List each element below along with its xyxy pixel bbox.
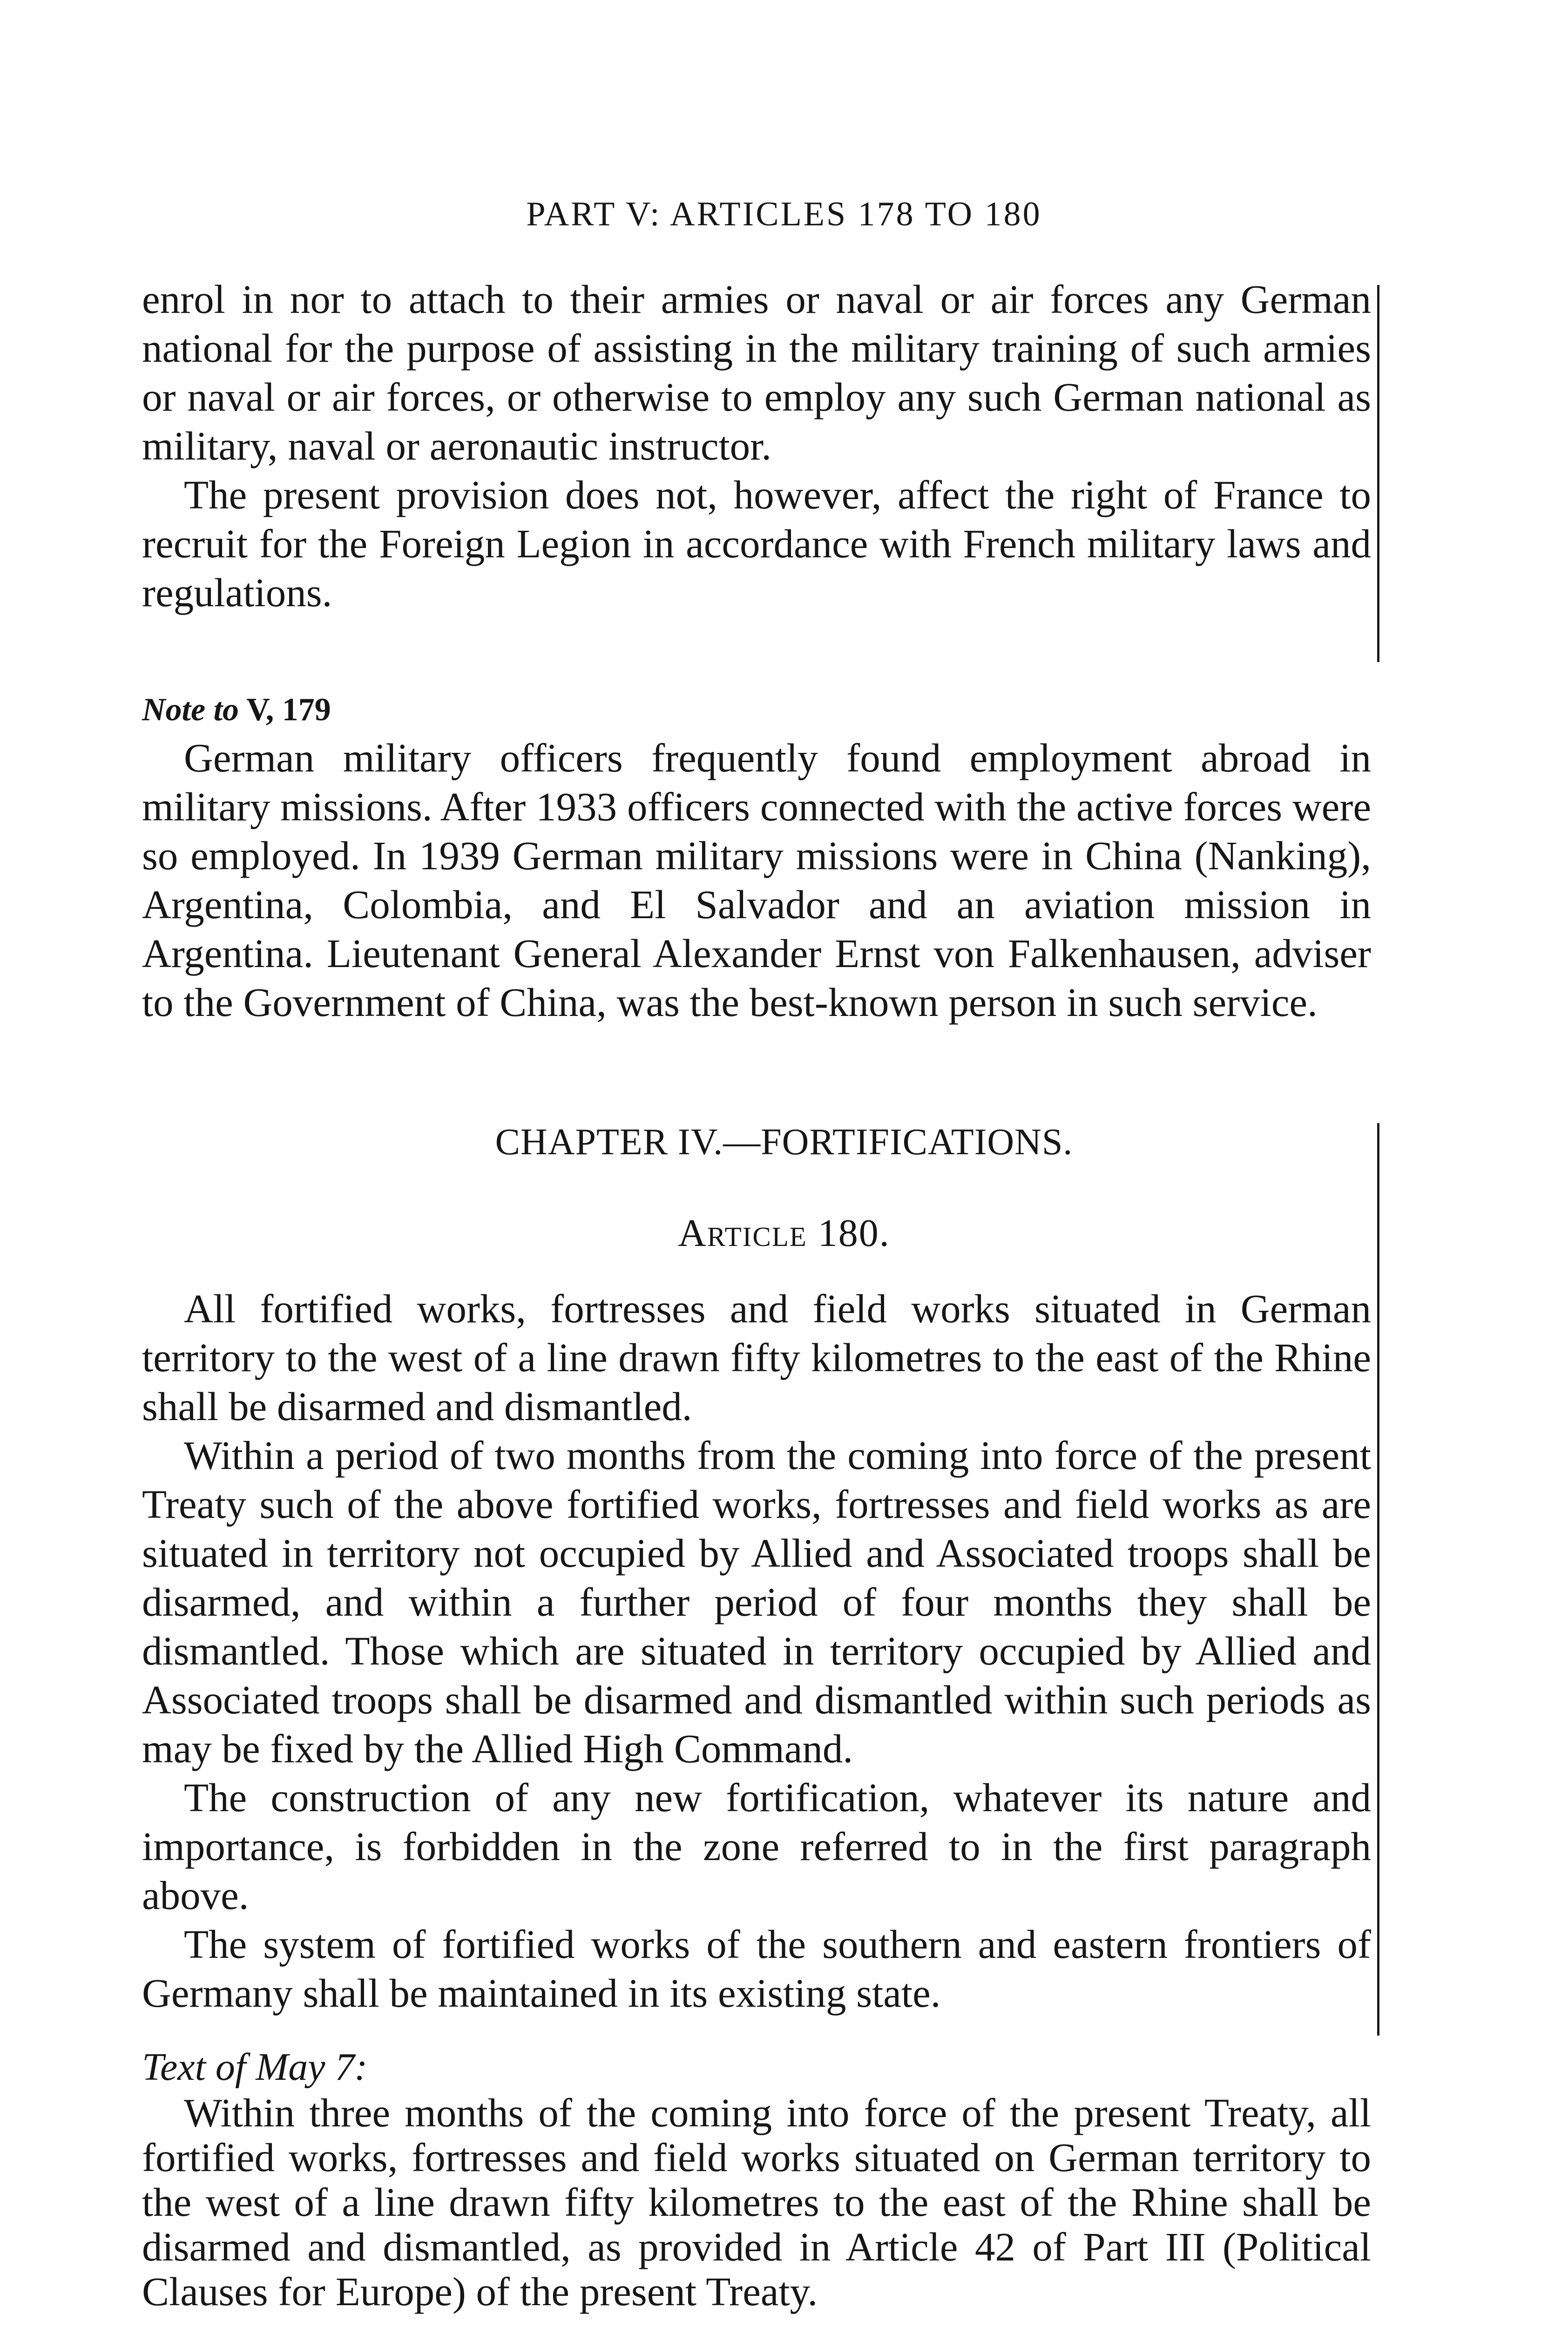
- text-of-may-7-label: Text of May 7:: [142, 2045, 368, 2089]
- note-heading-label: Note to: [142, 692, 239, 728]
- article-179-continuation: [142, 275, 1371, 617]
- article-180-body: [142, 1284, 1371, 2017]
- text-of-may-7-paragraph: Within three months of the coming into force of the present Treaty, all fortified works, fortresses and field works situated on German territory to the west of a line drawn fifty kilometres to the east of the Rhine shall be disarmed and dismantled, as provided in Article 42 of Part III (Political Clauses for Europe) of the present Treaty.: [142, 2090, 1371, 2314]
- article-179-paragraph-1: enrol in nor to attach to their armies or naval or air forces any German national for the purpose of assisting in the military training of such armies or naval or air forces, or otherwise to employ any such German national as military, naval or aeronautic instructor.: [142, 277, 1371, 468]
- note-heading-ref: V, 179: [246, 692, 331, 728]
- note-block: [142, 687, 1371, 1027]
- article-title: Article 180.: [678, 1211, 890, 1255]
- margin-rule: [1377, 285, 1379, 662]
- chapter-title: CHAPTER IV.—FORTIFICATIONS.: [495, 1122, 1073, 1163]
- running-head: PART V: ARTICLES 178 TO 180: [526, 195, 1042, 233]
- note-paragraph: German military officers frequently found employment abroad in military missions. After 1933 officers connected with the active forces were so employed. In 1939 German military missions were in China (Nanking), Argentina, Colombia, and El Salvador and an aviation mission in Argentina. Lieutenant General Alexander Ernst von Falkenhausen, adviser to the Government of China, was the best-known person in such service.: [142, 735, 1371, 1025]
- margin-rule: [1377, 1123, 1379, 2036]
- article-179-paragraph-2: The present provision does not, however, affect the right of France to recruit for the Foreign Legion in accordance with French military laws and regulations.: [142, 472, 1371, 615]
- note-heading: [142, 687, 1371, 733]
- article-180-paragraph-1: All fortified works, fortresses and field works situated in German territory to the west of a line drawn fifty kilometres to the east of the Rhine shall be disarmed and dismantled.: [142, 1286, 1371, 1429]
- article-180-paragraph-2: Within a period of two months from the coming into force of the present Treaty such of the above fortified works, fortresses and field works as are situated in territory not occupied by Allied and Associated troops shall be disarmed, and within a further period of four months they shall be dismantled. Those which are situated in territory occupied by Allied and Associated troops shall be disarmed and dismantled within such periods as may be fixed by the Allied High Command.: [142, 1433, 1371, 1771]
- text-of-may-7-block: [142, 2044, 1371, 2314]
- article-180-paragraph-4: The system of fortified works of the southern and eastern frontiers of Germany shall be maintained in its existing state.: [142, 1922, 1371, 2016]
- article-180-paragraph-3: The construction of any new fortification, whatever its nature and importance, is forbidden in the zone referred to in the first paragraph above.: [142, 1775, 1371, 1918]
